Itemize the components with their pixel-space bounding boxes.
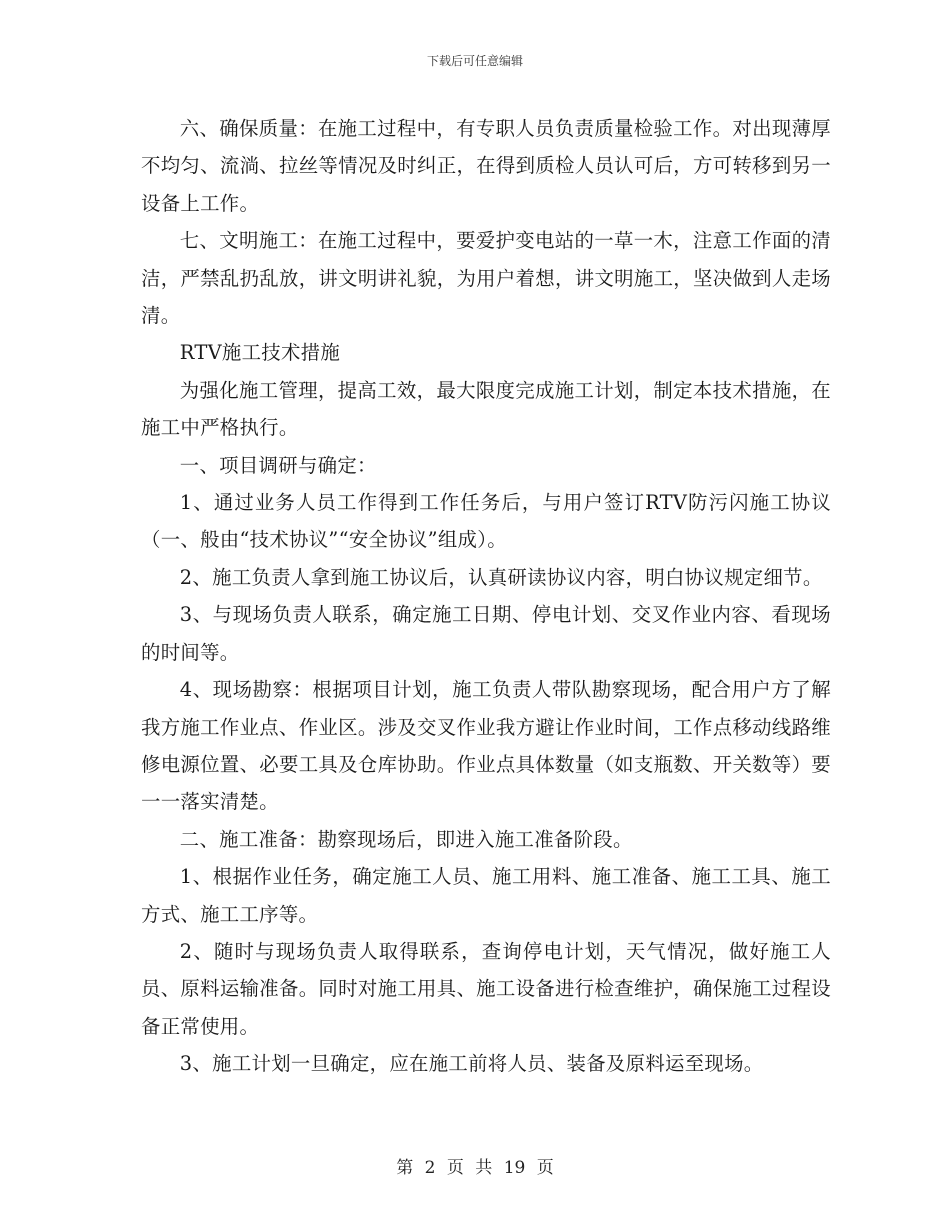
paragraph-intro: 为强化施工管理，提高工效，最大限度完成施工计划，制定本技术措施，在施工中严格执行。	[141, 378, 831, 440]
paragraph-prep-item-3: 3、施工计划一旦确定，应在施工前将人员、装备及原料运至现场。	[179, 1052, 764, 1076]
paragraph-prep-item-1: 1、根据作业任务，确定施工人员、施工用料、施工准备、施工工具、施工方式、施工工序等。	[141, 865, 831, 926]
page-header: 下载后可任意编辑	[426, 54, 523, 68]
paragraph-quality: 六、确保质量：在施工过程中，有专职人员负责质量检验工作。对出现薄厚不均匀、流淌、拉丝等情况及时纠正，在得到质检人员认可后，方可转移到另一设备上工作。	[141, 117, 831, 215]
paragraph-preparation: 二、施工准备：勘察现场后，即进入施工准备阶段。	[179, 827, 633, 851]
section-title-rtv: RTV施工技术措施	[179, 341, 341, 365]
paragraph-civilized-construction: 七、文明施工：在施工过程中，要爱护变电站的一草一木，注意工作面的清洁，严禁乱扔乱放，讲文明讲礼貌，为用户着想，讲文明施工，坚决做到人走场清。	[141, 229, 831, 328]
page-footer: 第 2 页 共 19 页	[396, 1158, 554, 1178]
paragraph-item-1: 1、通过业务人员工作得到工作任务后，与用户签订RTV防污闪施工协议（一、般由“技术协议”“安全协议”组成）。	[141, 491, 831, 552]
paragraph-prep-item-2: 2、随时与现场负责人取得联系，查询停电计划，天气情况，做好施工人员、原料运输准备。同时对施工用具、施工设备进行检查维护，确保施工过程设备正常使用。	[141, 939, 831, 1038]
paragraph-project-research: 一、项目调研与确定：	[179, 453, 377, 477]
document-body	[141, 110, 831, 1083]
paragraph-item-3: 3、与现场负责人联系，确定施工日期、停电计划、交叉作业内容、看现场的时间等。	[141, 603, 831, 664]
paragraph-item-2: 2、施工负责人拿到施工协议后，认真研读协议内容，明白协议规定细节。	[179, 565, 823, 589]
paragraph-item-4: 4、现场勘察：根据项目计划，施工负责人带队勘察现场，配合用户方了解我方施工作业点、作业区。涉及交叉作业我方避让作业时间，工作点移动线路维修电源位置、必要工具及仓库协助。作业点具体数量（如支瓶数、开关数等）要一一落实清楚。	[141, 678, 831, 814]
